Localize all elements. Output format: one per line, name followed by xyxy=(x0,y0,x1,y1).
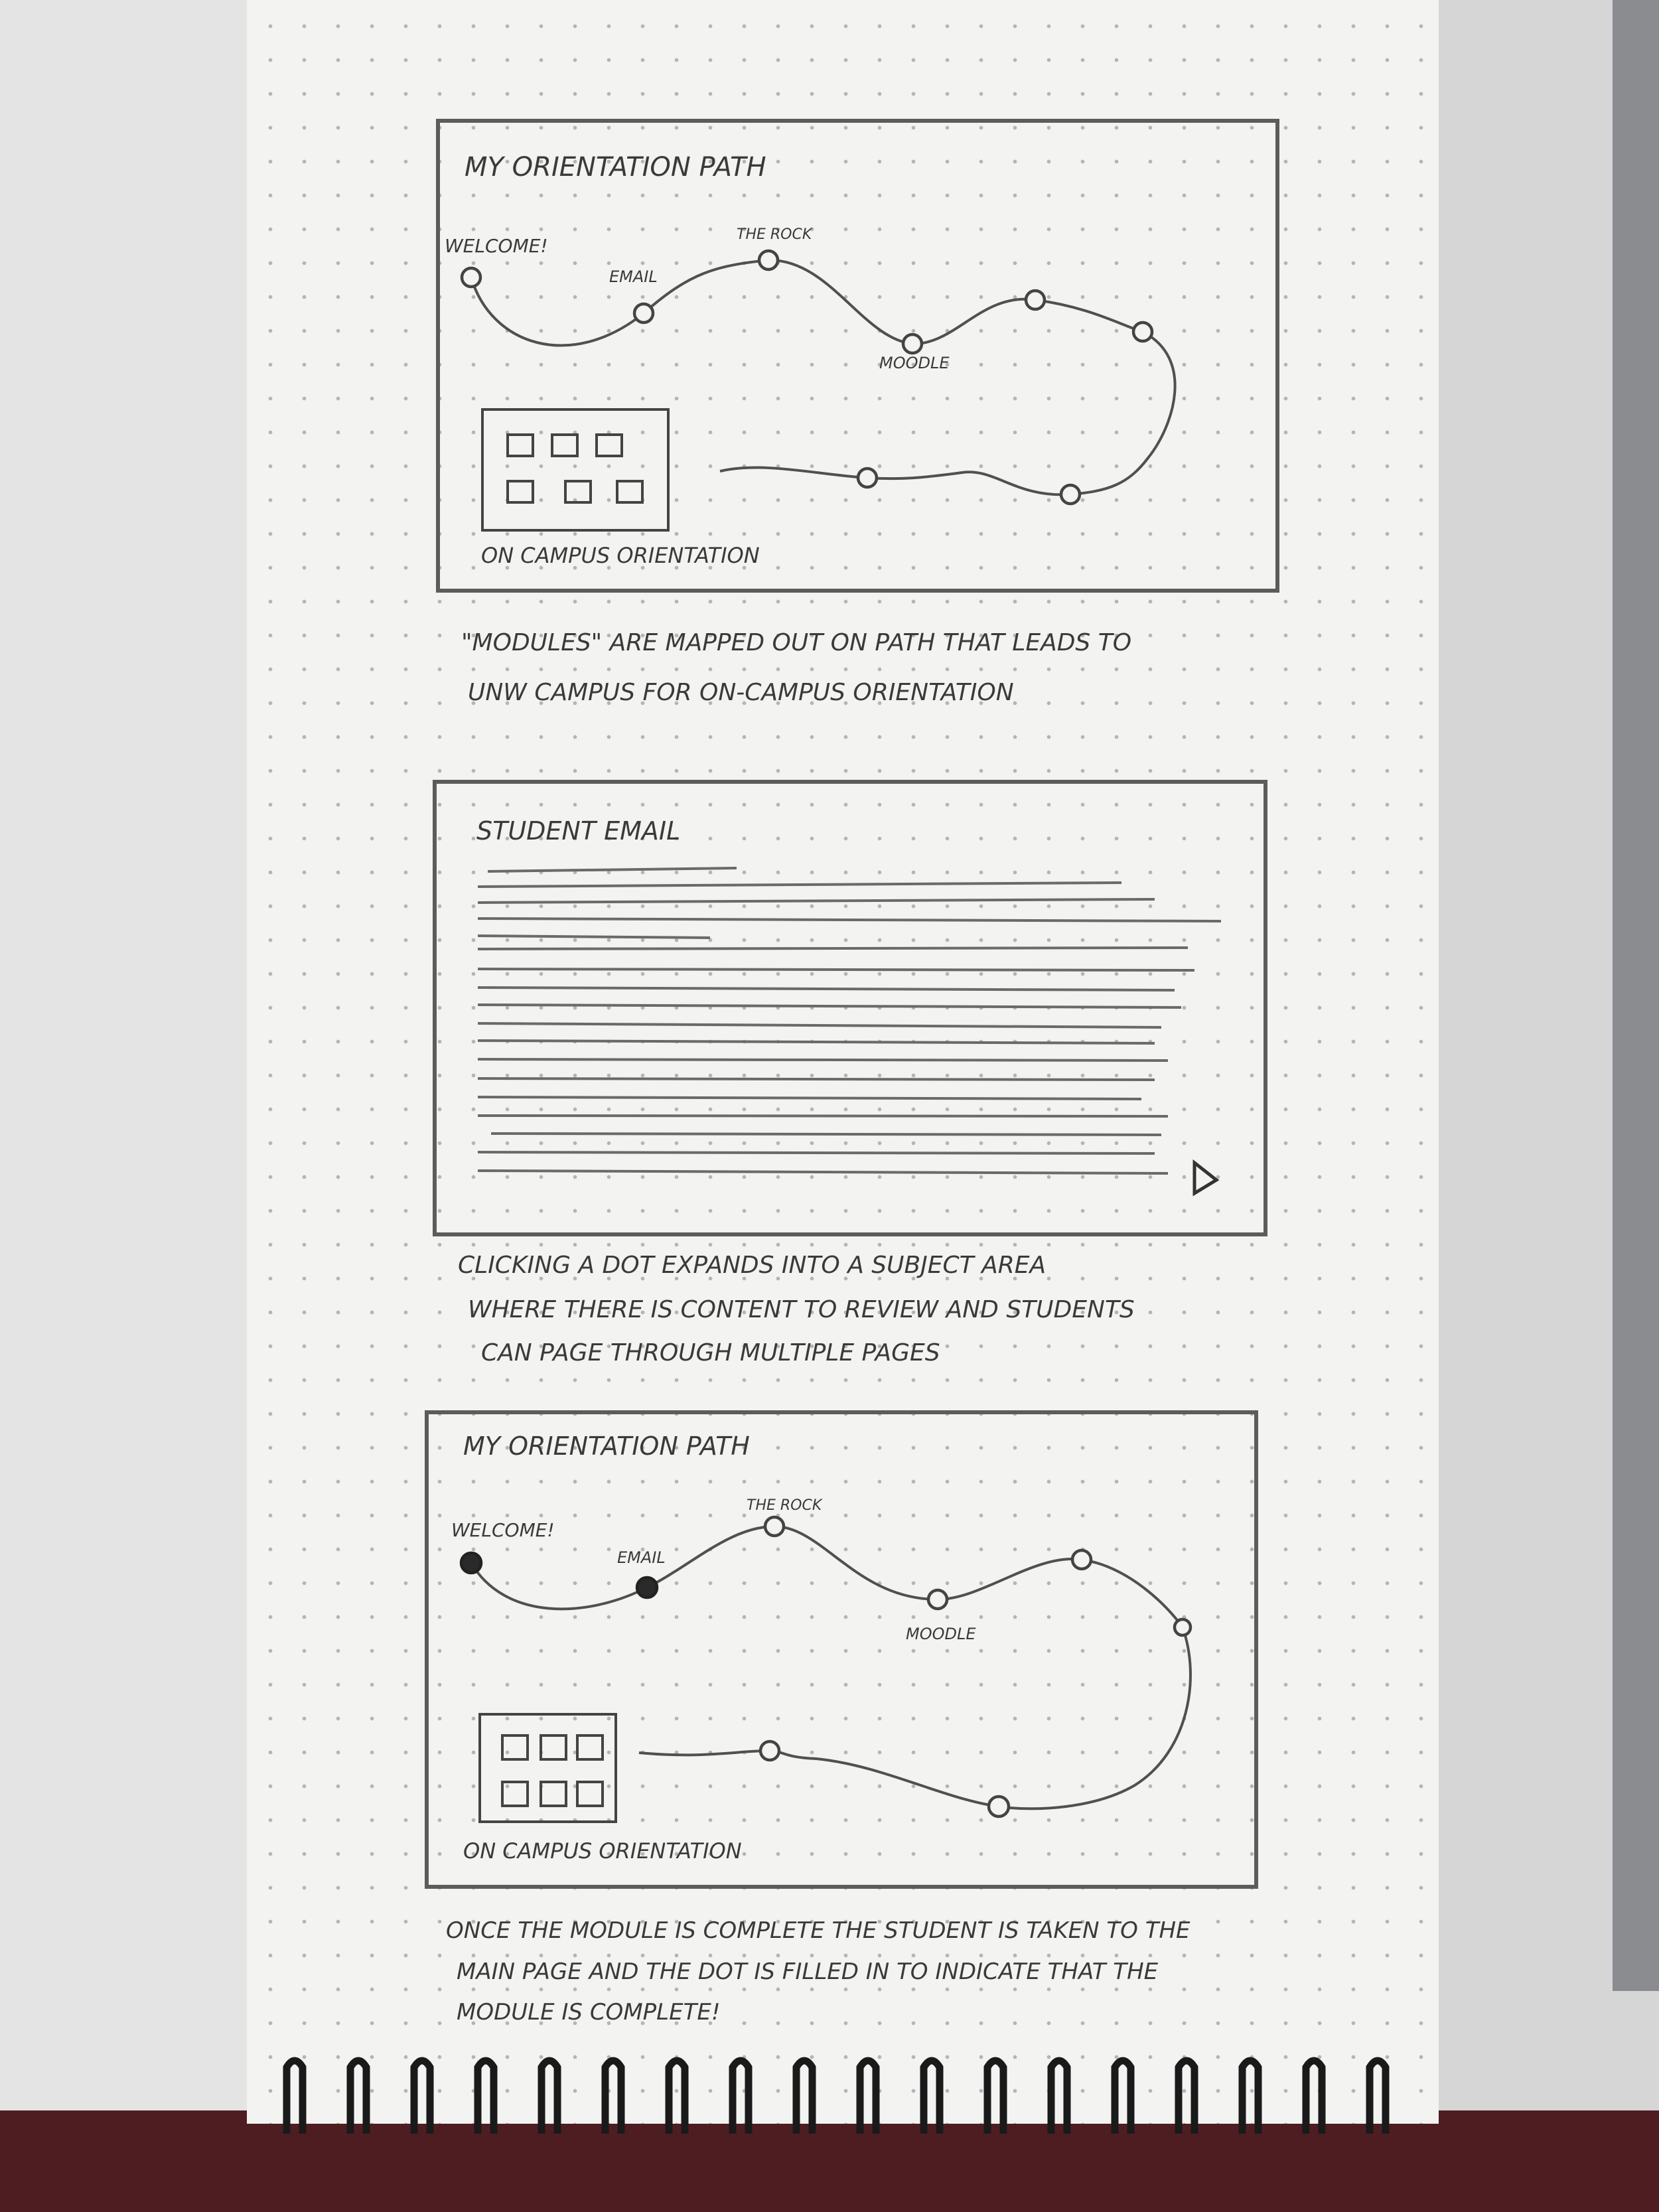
sketch-1-campus-building-icon[interactable] xyxy=(482,409,668,530)
sketch-3-dot-welcome[interactable] xyxy=(461,1553,481,1573)
sketch-3-dot-module-8[interactable] xyxy=(760,1741,779,1760)
note-2-line-3: CAN PAGE THROUGH MULTIPLE PAGES xyxy=(481,1339,940,1366)
note-2-line-2: WHERE THERE IS CONTENT TO REVIEW AND STUDENTS xyxy=(468,1296,1135,1323)
sketch-1-node-moodle-label: MOODLE xyxy=(879,354,950,372)
note-3-line-1: ONCE THE MODULE IS COMPLETE THE STUDENT IS TAKEN TO THE xyxy=(446,1917,1190,1944)
sketch-3-node-rock-label: THE ROCK xyxy=(747,1497,822,1514)
sketch-3-dot-moodle[interactable] xyxy=(928,1590,947,1609)
sketch-3-footer: ON CAMPUS ORIENTATION xyxy=(463,1838,742,1864)
spiral-ring xyxy=(414,2061,430,2134)
sketch-3-dot-module-5[interactable] xyxy=(1072,1550,1091,1569)
sketch-2-title: STUDENT EMAIL xyxy=(476,816,681,846)
sketch-3-node-email-label: EMAIL xyxy=(617,1548,666,1567)
spiral-ring xyxy=(987,2061,1003,2134)
sketch-1-dot-module-5[interactable] xyxy=(1026,291,1045,309)
note-1 xyxy=(461,629,1131,706)
sketch-1-path-line xyxy=(471,260,1175,494)
sketch-2-body-text-placeholder xyxy=(478,868,1221,1173)
spiral-ring xyxy=(1370,2061,1386,2134)
sketch-1-frame xyxy=(438,121,1277,591)
sketch-1-dot-email[interactable] xyxy=(634,304,653,323)
spiral-ring xyxy=(541,2061,557,2134)
sketch-3-node-welcome-label: WELCOME! xyxy=(451,1519,555,1541)
sketch-3-dot-rock[interactable] xyxy=(765,1517,784,1536)
note-3 xyxy=(446,1917,1190,2026)
sketch-3-dot-module-6[interactable] xyxy=(1175,1619,1190,1635)
spiral-ring xyxy=(478,2061,494,2134)
sketch-3-campus-building-icon[interactable] xyxy=(480,1714,616,1822)
spiral-ring xyxy=(924,2061,940,2134)
play-triangle-icon[interactable] xyxy=(1194,1163,1216,1193)
note-3-line-2: MAIN PAGE AND THE DOT IS FILLED IN TO INDICATE THAT THE xyxy=(457,1958,1159,1985)
note-1-line-1: "MODULES" ARE MAPPED OUT ON PATH THAT LEADS TO xyxy=(461,629,1132,656)
sketch-3-title: MY ORIENTATION PATH xyxy=(463,1432,750,1461)
spiral-ring xyxy=(287,2061,303,2134)
sketch-1-title: MY ORIENTATION PATH xyxy=(465,152,766,183)
note-2 xyxy=(458,1252,1135,1366)
sketch-orientation-path-2 xyxy=(427,1412,1256,1887)
sketch-1-dot-module-8[interactable] xyxy=(858,469,877,487)
sketch-orientation-path-1 xyxy=(438,121,1277,591)
sketch-3-frame xyxy=(427,1412,1256,1887)
sketch-3-dot-email[interactable] xyxy=(637,1578,657,1597)
spiral-ring xyxy=(1115,2061,1131,2134)
sketch-1-node-email-label: EMAIL xyxy=(609,267,658,286)
spiral-ring xyxy=(1179,2061,1194,2134)
sketch-1-dot-module-7[interactable] xyxy=(1061,485,1080,504)
spiral-ring xyxy=(605,2061,621,2134)
spiral-ring xyxy=(860,2061,876,2134)
note-1-line-2: UNW CAMPUS FOR ON-CAMPUS ORIENTATION xyxy=(468,679,1014,706)
sketch-1-dot-rock[interactable] xyxy=(759,251,778,269)
note-3-line-3: MODULE IS COMPLETE! xyxy=(457,1999,721,2026)
spiral-ring xyxy=(1306,2061,1322,2134)
spiral-ring xyxy=(1051,2061,1067,2134)
sketch-student-email xyxy=(435,782,1265,1234)
sketch-1-dot-welcome[interactable] xyxy=(462,268,480,287)
spiral-ring xyxy=(733,2061,749,2134)
sketch-3-node-moodle-label: MOODLE xyxy=(906,1625,976,1643)
sketch-1-dot-moodle[interactable] xyxy=(903,334,922,353)
sketch-1-node-welcome-label: WELCOME! xyxy=(445,235,548,257)
spiral-binding xyxy=(287,2061,1386,2134)
sketch-1-footer: ON CAMPUS ORIENTATION xyxy=(481,543,760,568)
spiral-ring xyxy=(350,2061,366,2134)
sketch-3-dot-module-7[interactable] xyxy=(989,1797,1009,1816)
sketch-1-dot-module-6[interactable] xyxy=(1133,323,1152,341)
sketch-1-node-rock-label: THE ROCK xyxy=(737,226,812,243)
note-2-line-1: CLICKING A DOT EXPANDS INTO A SUBJECT AREA xyxy=(458,1252,1046,1279)
spiral-ring xyxy=(796,2061,812,2134)
spiral-ring xyxy=(669,2061,685,2134)
spiral-ring xyxy=(1242,2061,1258,2134)
